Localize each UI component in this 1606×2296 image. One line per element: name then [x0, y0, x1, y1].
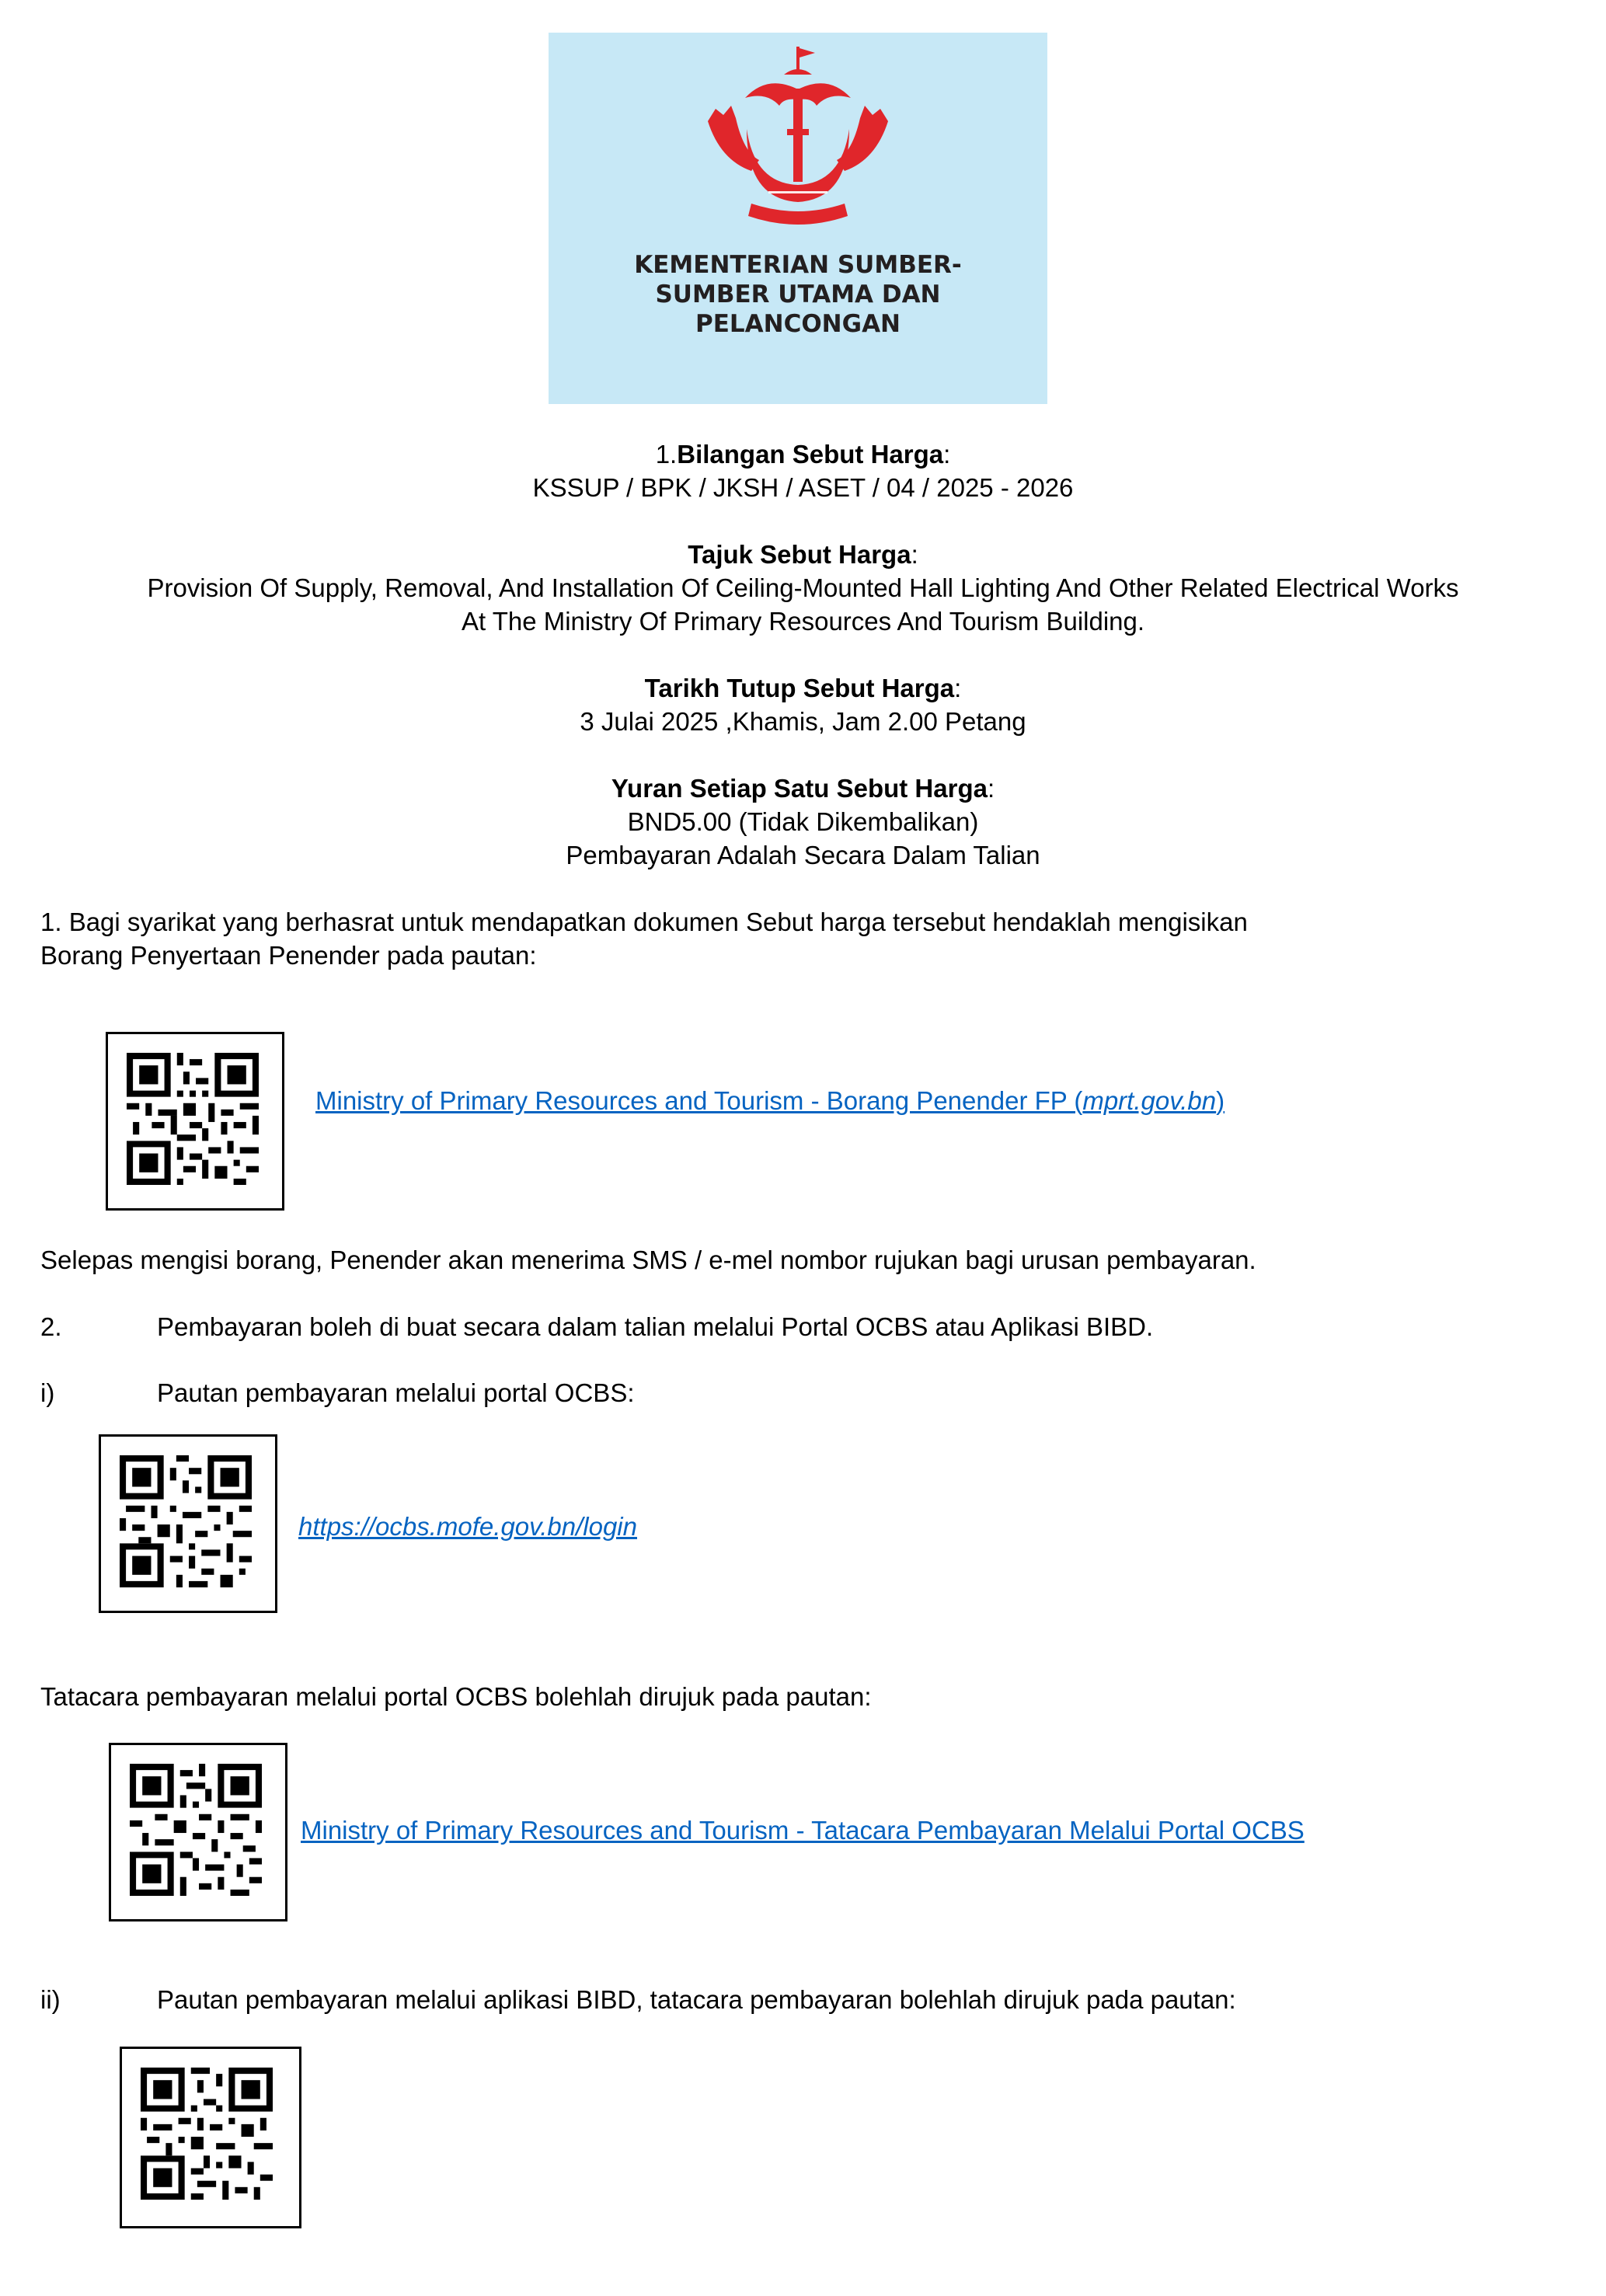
- quotation-number-label: [0, 437, 1606, 471]
- link-tatacara-ocbs[interactable]: Ministry of Primary Resources and Tourism - Tatacara Pembayaran Melalui Portal OCBS: [301, 1816, 1305, 1845]
- quotation-number-value: KSSUP / BPK / JKSH / ASET / 04 / 2025 - 2026: [532, 473, 1074, 502]
- closing-date-value: 3 Julai 2025 ,Khamis, Jam 2.00 Petang: [580, 707, 1026, 736]
- brunei-crest-icon: [697, 44, 899, 238]
- colon: :: [954, 674, 962, 702]
- item-ii-text: Pautan pembayaran melalui aplikasi BIBD, tatacara pembayaran bolehlah dirujuk pada pautan:: [157, 1985, 1236, 2014]
- qr-code-ocbs[interactable]: [99, 1434, 277, 1613]
- quotation-title-label: [0, 538, 1606, 571]
- qr-code-tatacara[interactable]: [109, 1743, 287, 1921]
- tatacara-text: Tatacara pembayaran melalui portal OCBS bolehlah dirujuk pada pautan:: [40, 1682, 872, 1711]
- section2-number: 2.: [40, 1312, 62, 1341]
- qr-code-icon: [141, 2068, 273, 2200]
- ministry-name-line3: PELANCONGAN: [695, 310, 901, 338]
- section2-text: Pembayaran boleh di buat secara dalam talian melalui Portal OCBS atau Aplikasi BIBD.: [157, 1312, 1154, 1341]
- fee-label-text: Yuran Setiap Satu Sebut Harga: [611, 774, 988, 803]
- qr-code-icon: [120, 1455, 252, 1587]
- quotation-title-line2: At The Ministry Of Primary Resources And Tourism Building.: [461, 607, 1145, 636]
- title-label: Tajuk Sebut Harga: [688, 540, 911, 569]
- ministry-name: [549, 250, 1047, 339]
- item-ii-marker: ii): [40, 1985, 61, 2014]
- link-borang-domain[interactable]: mprt.gov.bn: [1082, 1086, 1217, 1115]
- after-form-text: Selepas mengisi borang, Penender akan menerima SMS / e-mel nombor rujukan bagi urusan pembayaran.: [40, 1246, 1256, 1274]
- ministry-name-line2: SUMBER UTAMA DAN: [655, 280, 941, 308]
- colon: :: [943, 440, 951, 469]
- colon: :: [987, 774, 995, 803]
- number-label: Bilangan Sebut Harga: [677, 440, 944, 469]
- link-borang-text[interactable]: Ministry of Primary Resources and Tourism - Borang Penender FP (: [315, 1086, 1083, 1115]
- item-i-marker: i): [40, 1378, 55, 1407]
- fee-note: Pembayaran Adalah Secara Dalam Talian: [566, 841, 1040, 869]
- ministry-logo: [549, 33, 1047, 404]
- number-prefix: 1.: [655, 440, 678, 469]
- ministry-name-line1: KEMENTERIAN SUMBER-: [634, 251, 962, 279]
- qr-code-borang[interactable]: [106, 1032, 284, 1211]
- quotation-title-line1: Provision Of Supply, Removal, And Installation Of Ceiling-Mounted Hall Lighting And Other Related Electrical Works: [147, 573, 1459, 602]
- fee-label: [0, 772, 1606, 805]
- qr-code-bibd[interactable]: [120, 2047, 301, 2228]
- link-borang-close[interactable]: ): [1216, 1086, 1225, 1115]
- section1-line2: Borang Penyertaan Penender pada pautan:: [40, 941, 537, 970]
- qr-code-icon: [127, 1053, 259, 1185]
- closing-label: Tarikh Tutup Sebut Harga: [644, 674, 955, 702]
- link-ocbs-login[interactable]: https://ocbs.mofe.gov.bn/login: [298, 1512, 637, 1541]
- colon: :: [911, 540, 918, 569]
- link-borang-penender[interactable]: [315, 1084, 1225, 1117]
- qr-code-icon: [130, 1764, 262, 1896]
- closing-date-label: [0, 671, 1606, 705]
- section1-line1: 1. Bagi syarikat yang berhasrat untuk mendapatkan dokumen Sebut harga tersebut hendaklah mengisikan: [40, 908, 1248, 936]
- item-i-text: Pautan pembayaran melalui portal OCBS:: [157, 1378, 635, 1407]
- fee-value: BND5.00 (Tidak Dikembalikan): [627, 807, 979, 836]
